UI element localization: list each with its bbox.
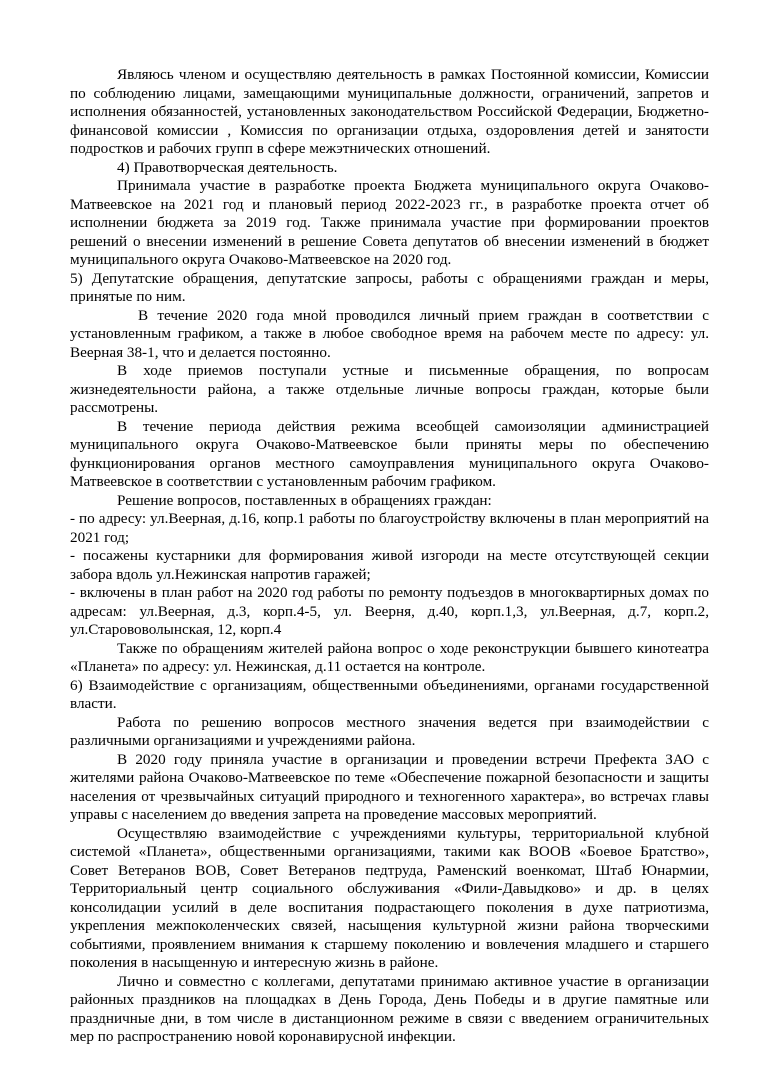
list-item-hedge-planting: - посажены кустарники для формирования живой изгороди на месте отсутствующей секции забора вдоль ул.Нежинская напротив гаражей; xyxy=(70,547,709,583)
paragraph-prefect-meeting: В 2020 году приняла участие в организации и проведении встречи Префекта ЗАО с жителями района Очаково-Матвеевское по теме «Обеспечение пожарной безопасности и защиты населения от чрезвычайных ситуаций природного и техногенного характера», во встречах главы управы с населением до введения запрета на проведение массовых мероприятий. xyxy=(70,750,709,823)
paragraph-appeals-received: В ходе приемов поступали устные и письменные обращения, по вопросам жизнедеятельности района, а также отдельные личные вопросы граждан, которые были рассмотрены. xyxy=(70,362,709,416)
heading-interaction: 6) Взаимодействие с организациям, общественными объединениями, органами государственной власти. xyxy=(70,676,709,712)
paragraph-self-isolation: В течение периода действия режима всеобщей самоизоляции администрацией муниципального округа Очаково-Матвеевское были приняты меры по обеспечению функционирования органов местного самоуправления муниципального округа Очаково-Матвеевское в соответствии с установленным рабочим графиком. xyxy=(70,417,709,490)
paragraph-budget-participation: Принимала участие в разработке проекта Бюджета муниципального округа Очаково-Матвеевское на 2021 год и плановый период 2022-2023 гг., в разработке проекта отчет об исполнении бюджета за 2019 год. Также принимала участие при формировании проектов решений о внесении изменений в решение Совета депутатов об внесении изменений в бюджет муниципального округа Очаково-Матвеевское на 2020 год. xyxy=(70,177,709,268)
paragraph-local-issues: Работа по решению вопросов местного значения ведется при взаимодействии с различными организациями и учреждениями района. xyxy=(70,713,709,749)
list-item-entrance-repairs: - включены в план работ на 2020 год работы по ремонту подъездов в многоквартирных домах по адресам: ул.Веерная, д.3, корп.4-5, ул. Веерня, д.40, корп.1,3, ул.Веерная, д.7, корп.2, ул.Старововолынская, 12, корп.4 xyxy=(70,584,709,638)
heading-lawmaking-activity: 4) Правотворческая деятельность. xyxy=(117,158,338,176)
paragraph-resolutions-intro: Решение вопросов, поставленных в обращениях граждан: xyxy=(117,491,492,509)
heading-deputy-appeals: 5) Депутатские обращения, депутатские запросы, работы с обращениями граждан и меры, принятые по ним. xyxy=(70,269,709,305)
list-item-veernaya-16: - по адресу: ул.Веерная, д.16, копр.1 работы по благоустройству включены в план мероприятий на 2021 год; xyxy=(70,510,709,546)
paragraph-citizen-reception: В течение 2020 года мной проводился личный прием граждан в соответствии с установленным графиком, а также в любое свободное время на рабочем месте по адресу: ул. Веерная 38-1, что и делается постоянно. xyxy=(70,306,709,361)
paragraph-planeta-cinema: Также по обращениям жителей района вопрос о ходе реконструкции бывшего кинотеатра «Планета» по адресу: ул. Нежинская, д.11 остается на контроле. xyxy=(70,639,709,675)
paragraph-commissions: Являюсь членом и осуществляю деятельность в рамках Постоянной комиссии, Комиссии по соблюдению лицами, замещающими муниципальные должности, ограничений, запретов и исполнения обязанностей, установленных законодательством Российской Федерации, Бюджетно-финансовой комиссии , Комиссия по организации отдыха, оздоровления детей и занятости подростков и рабочих групп в сфере межэтнических отношений. xyxy=(70,66,709,157)
paragraph-cultural-institutions: Осуществляю взаимодействие с учреждениями культуры, территориальной клубной системой «Планета», общественными организациями, такими как ВООВ «Боевое Братство», Совет Ветеранов ВОВ, Совет Ветеранов педтруда, Раменский военкомат, Штаб Юнармии, Территориальный центр социального обслуживания «Фили-Давыдково» и др. в целях консолидации усилий в деле воспитания подрастающего поколения в духе патриотизма, укрепления межпоколенческих связей, насыщения культурной жизни района творческими событиями, проявлением внимания к старшему поколению и вовлечения младшего и старшего поколения в насыщенную и интересную жизнь в районе. xyxy=(70,824,709,971)
document-page xyxy=(70,66,709,1047)
paragraph-holidays: Лично и совместно с коллегами, депутатами принимаю активное участие в организации районных праздников на площадках в День Города, День Победы и в другие памятные или праздничные дни, в том числе в дистанционном режиме в связи с введением ограничительных мер по распространению новой коронавирусной инфекции. xyxy=(70,972,709,1045)
